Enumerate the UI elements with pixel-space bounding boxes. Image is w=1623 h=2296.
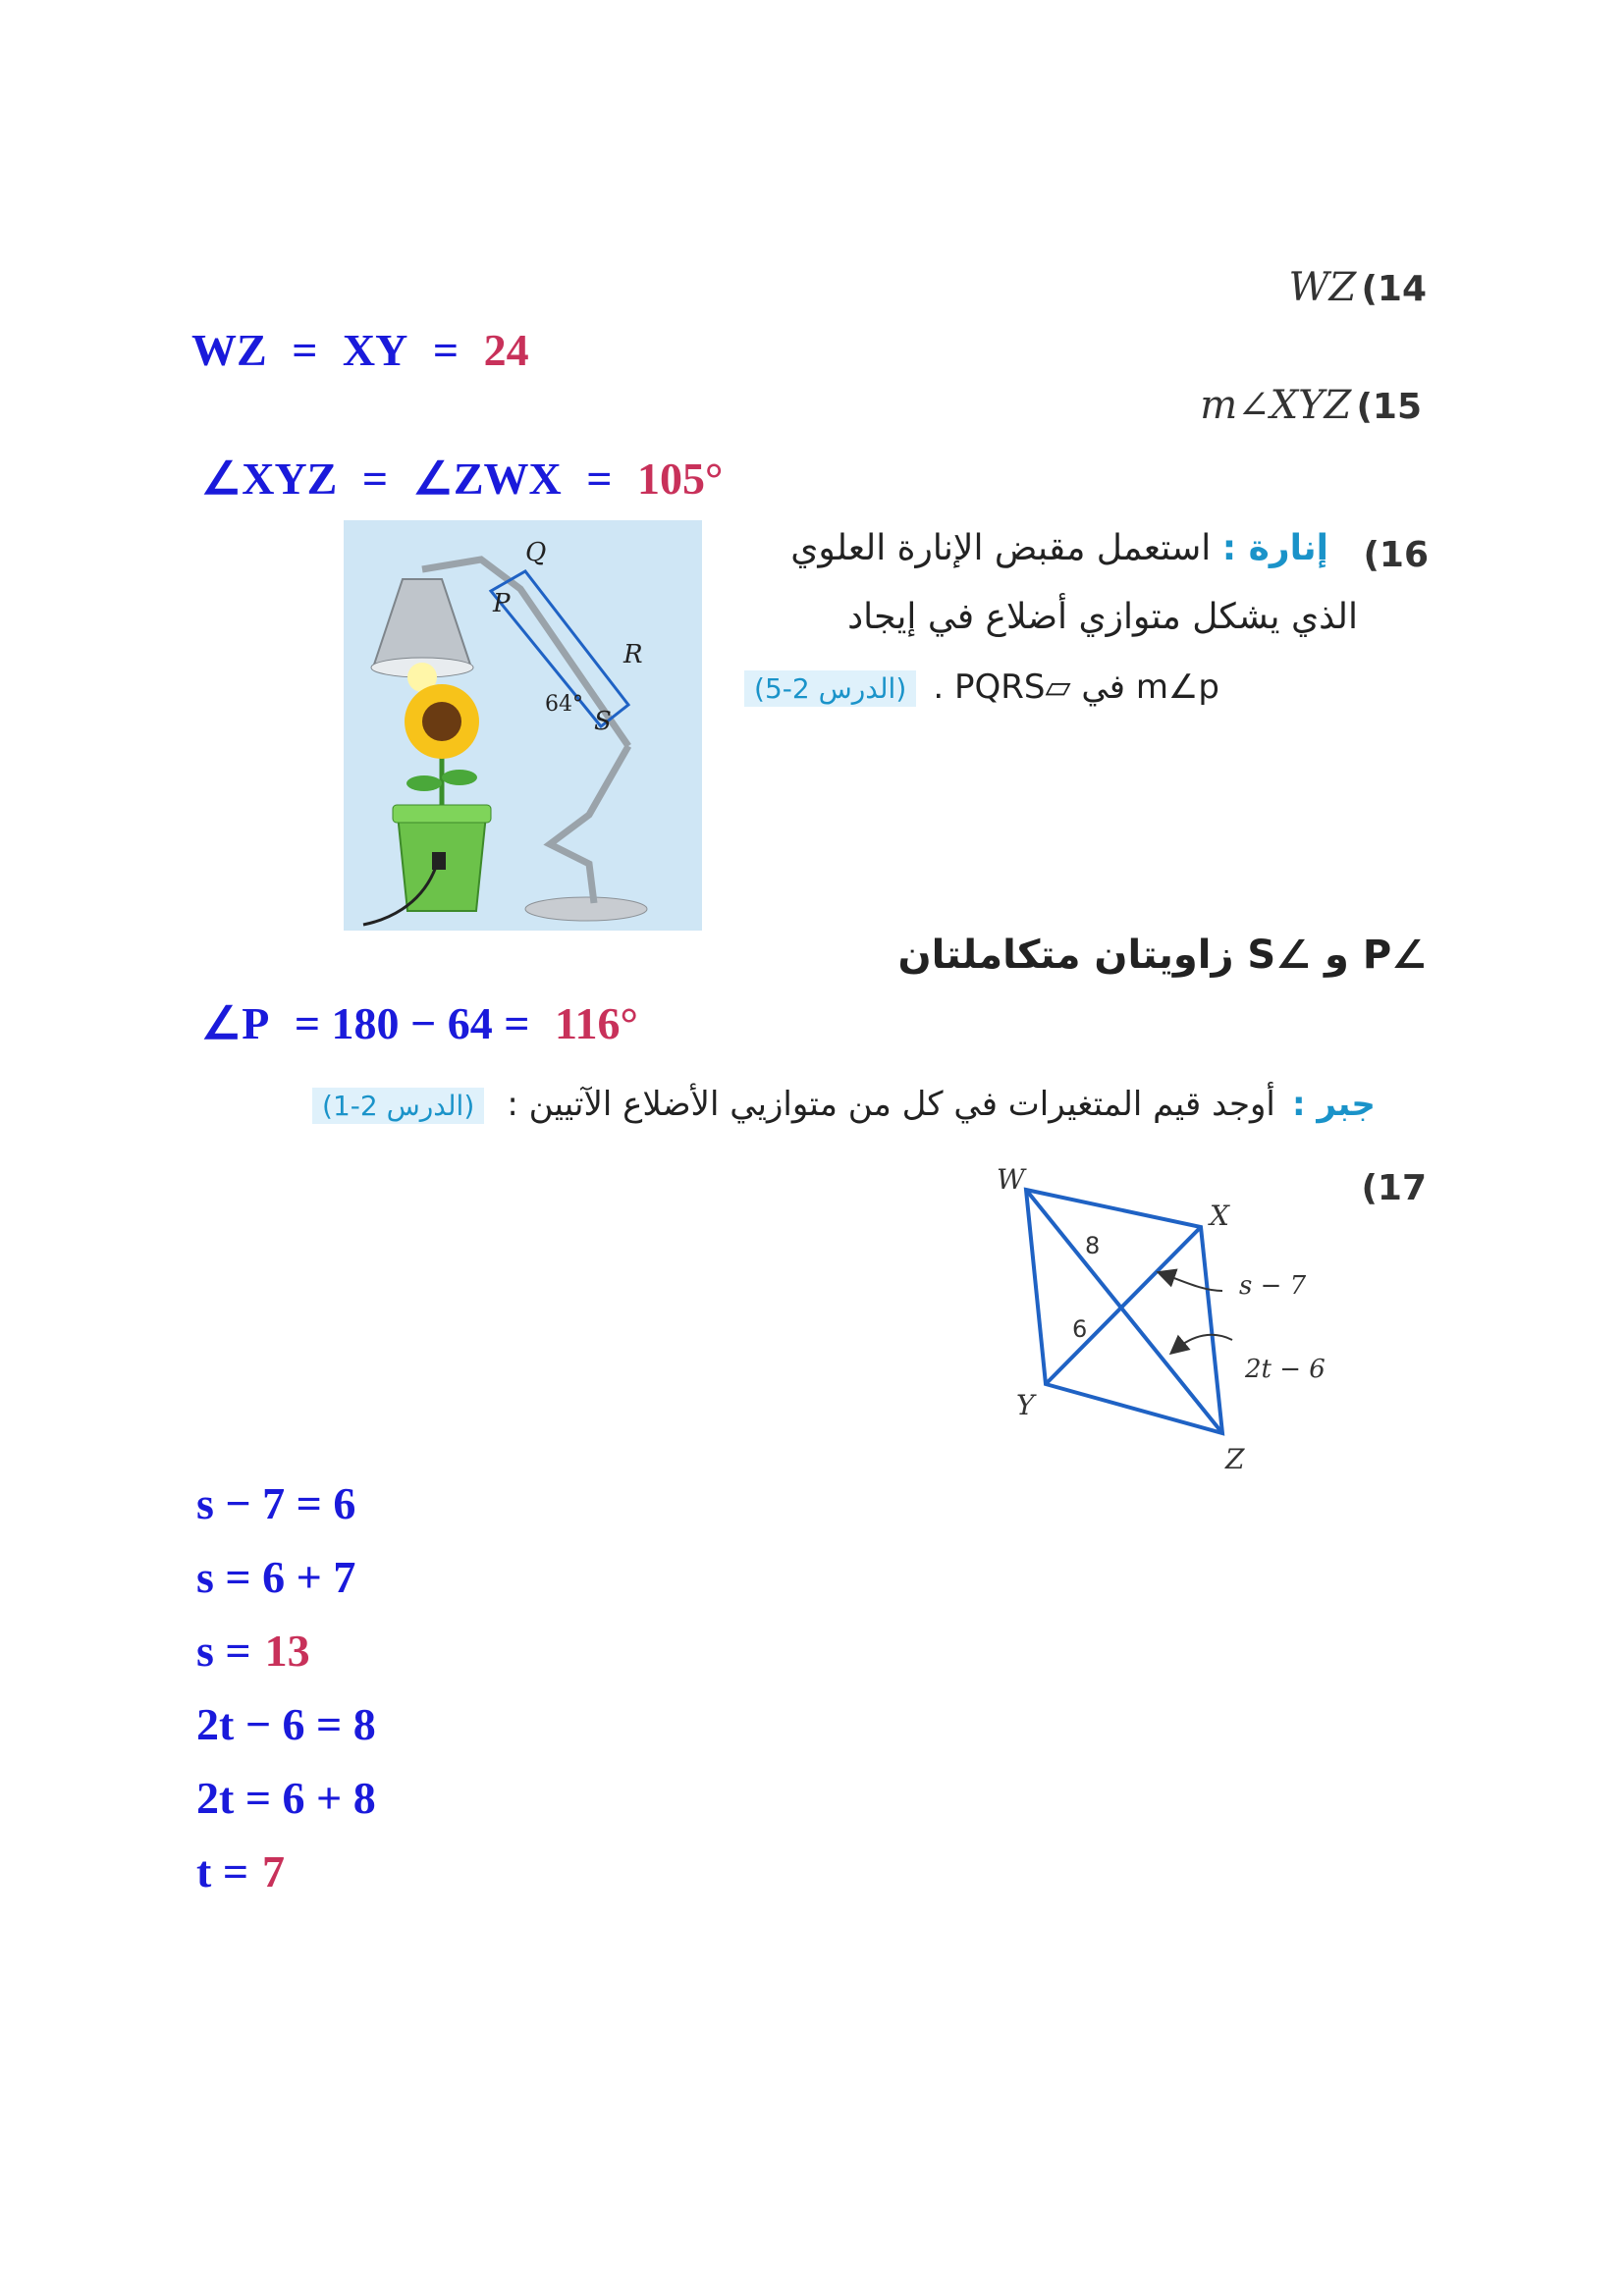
step-line xyxy=(196,1772,404,1845)
label-8: 8 xyxy=(1085,1232,1101,1259)
lamp-base xyxy=(525,897,647,921)
q16-line1 xyxy=(790,528,1328,568)
label-2t-minus-6: 2t − 6 xyxy=(1245,1355,1325,1384)
step-expr: t = xyxy=(196,1846,249,1896)
ans14-eq2: = xyxy=(432,325,460,375)
label-p: P xyxy=(493,589,511,618)
step-value: 7 xyxy=(262,1846,286,1896)
step-expr: 2t = 6 + 8 xyxy=(196,1773,376,1823)
ans16-value: 116° xyxy=(554,998,638,1048)
ans14-lhs: WZ xyxy=(191,325,267,375)
leaf-left xyxy=(406,775,442,791)
label-s: S xyxy=(594,707,612,736)
question-14 xyxy=(1288,265,1427,310)
ans14-value: 24 xyxy=(483,325,529,375)
step-line xyxy=(196,1698,404,1772)
label-r: R xyxy=(623,640,643,669)
diagonal-xy xyxy=(1046,1227,1201,1384)
q14-number: (14 xyxy=(1361,269,1427,309)
answer-15 xyxy=(201,452,736,505)
note-16: ∠P و ∠S زاويتان متكاملتان xyxy=(897,933,1427,978)
lamp-figure xyxy=(344,520,702,931)
q17-number: (17 xyxy=(1361,1168,1427,1208)
step-value: 13 xyxy=(264,1626,310,1676)
parallelogram-figure xyxy=(987,1158,1360,1482)
answer-16 xyxy=(201,996,652,1049)
label-q: Q xyxy=(525,538,547,567)
q16-line1-text: استعمل مقبض الإنارة العلوي xyxy=(790,528,1212,568)
arrow-2t6 xyxy=(1175,1335,1232,1350)
ans15-lhs: ∠XYZ xyxy=(201,454,338,504)
q15-number: (15 xyxy=(1356,387,1422,427)
step-line xyxy=(196,1551,404,1625)
ans16-eq: = 180 − 64 = xyxy=(294,998,530,1048)
ans15-eq2: = xyxy=(586,454,613,504)
q16-lesson: (الدرس 2-5) xyxy=(744,670,916,707)
label-angle-64: 64° xyxy=(545,692,583,717)
question-15 xyxy=(1200,383,1422,428)
label-6: 6 xyxy=(1072,1315,1088,1343)
q14-variable: WZ xyxy=(1288,265,1357,310)
label-y: Y xyxy=(1016,1389,1035,1421)
label-s-minus-7: s − 7 xyxy=(1239,1271,1307,1301)
algebra-lesson: (الدرس 2-1) xyxy=(312,1088,484,1124)
power-plug xyxy=(432,852,446,870)
step-expr: s − 7 = 6 xyxy=(196,1478,356,1528)
arrow-s7 xyxy=(1163,1274,1222,1291)
pot-rim xyxy=(393,805,491,823)
label-x: X xyxy=(1210,1200,1229,1232)
step-line xyxy=(196,1477,404,1551)
sunflower xyxy=(405,684,479,759)
algebra-instruction xyxy=(312,1085,1376,1124)
step-expr: s = 6 + 7 xyxy=(196,1552,356,1602)
step-line xyxy=(196,1845,404,1919)
leaf-right xyxy=(442,770,477,785)
q16-number: (16 xyxy=(1363,535,1429,575)
q16-keyword: إنارة : xyxy=(1221,528,1328,568)
step-expr: s = xyxy=(196,1626,251,1676)
step-line xyxy=(196,1625,404,1698)
algebra-keyword: جبر : xyxy=(1291,1085,1376,1124)
algebra-text: أوجد قيم المتغيرات في كل من متوازيي الأضلاع الآتيين : xyxy=(507,1085,1275,1124)
q16-line2: الذي يشكل متوازي أضلاع في إيجاد xyxy=(847,597,1358,637)
step-expr: 2t − 6 = 8 xyxy=(196,1699,376,1749)
steps-17 xyxy=(196,1477,404,1919)
ans16-lhs: ∠P xyxy=(201,998,270,1048)
ans15-mid: ∠ZWX xyxy=(412,454,562,504)
q16-line3 xyxy=(744,667,1219,707)
q15-variable: m∠XYZ xyxy=(1200,383,1352,428)
figure-background xyxy=(344,520,702,931)
label-z: Z xyxy=(1225,1443,1245,1475)
ans15-value: 105° xyxy=(636,454,724,504)
ans14-eq1: = xyxy=(292,325,318,375)
ans14-mid: XY xyxy=(342,325,408,375)
label-w: W xyxy=(997,1163,1025,1196)
ans15-eq1: = xyxy=(361,454,389,504)
answer-14 xyxy=(191,324,543,376)
q16-line3-text: m∠p في ▱PQRS . xyxy=(933,667,1219,707)
